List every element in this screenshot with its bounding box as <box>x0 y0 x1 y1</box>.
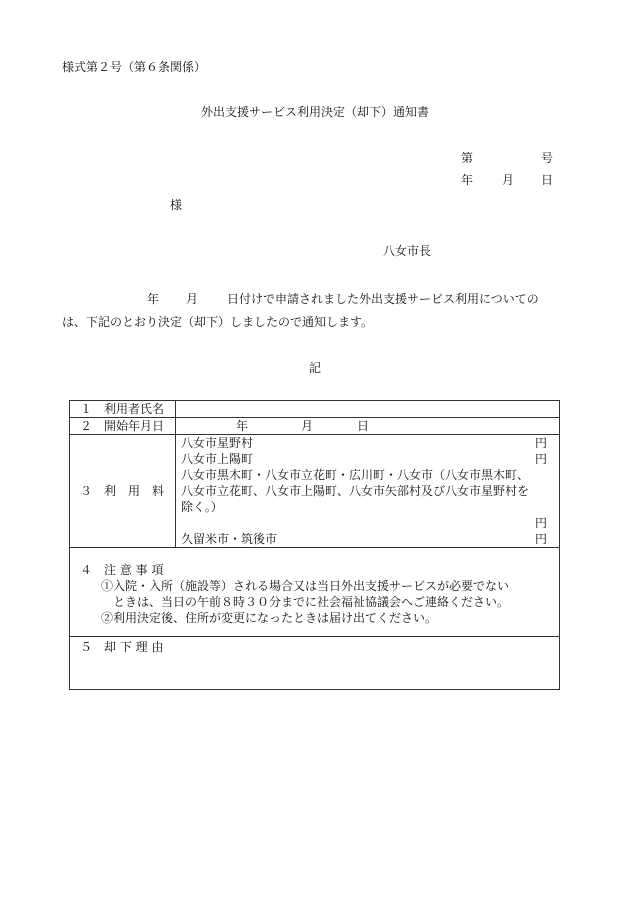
table-row <box>70 637 560 690</box>
user-name-label: １ 利用者氏名 <box>70 401 176 418</box>
notes-title: ４ 注 意 事 項 <box>80 563 164 577</box>
note-item-1: ①入院・入所（施設等）される場合又は当日外出支援サービスが必要でない <box>101 579 510 593</box>
body-line-1: 日付けで申請されました外出支援サービス利用についての <box>227 292 539 306</box>
body-year: 年 <box>147 292 160 306</box>
yen-unit: 円 <box>534 532 547 546</box>
start-date-month: 月 <box>301 419 314 433</box>
issue-date-day: 日 <box>541 173 554 187</box>
yen-unit: 円 <box>534 452 547 466</box>
issue-date-month: 月 <box>502 173 515 187</box>
reference-dai: 第 <box>461 151 474 165</box>
addressee-suffix: 様 <box>170 198 183 212</box>
fee-row-region-yen <box>181 515 547 531</box>
fee-area-kurume: 久留米市・筑後市 <box>181 532 278 546</box>
fee-label: ３ 利 用 料 <box>70 435 176 548</box>
body-line-2: は、下記のとおり決定（却下）しましたので通知します。 <box>62 315 374 329</box>
fee-row-kamiyou <box>181 451 547 467</box>
start-date-day: 日 <box>357 419 370 433</box>
yen-unit: 円 <box>534 516 547 530</box>
rejection-reason-label: ５ 却 下 理 由 <box>80 640 164 654</box>
table-row <box>70 435 560 548</box>
user-name-field[interactable] <box>176 401 560 418</box>
reference-go: 号 <box>541 151 554 165</box>
fee-cell <box>176 435 560 548</box>
fee-row-kurume <box>181 531 547 547</box>
body-month: 月 <box>186 292 199 306</box>
yen-unit: 円 <box>534 436 547 450</box>
fee-row-hoshino <box>181 435 547 451</box>
ki-heading: 記 <box>308 361 321 375</box>
start-date-label: ２ 開始年月日 <box>70 418 176 435</box>
document-title: 外出支援サービス利用決定（却下）通知書 <box>200 105 429 119</box>
start-date-year: 年 <box>236 419 249 433</box>
table-row <box>70 548 560 637</box>
note-item-2: ②利用決定後、住所が変更になったときは届け出てください。 <box>101 611 438 625</box>
details-table <box>69 400 560 690</box>
note-item-1-continued: ときは、当日の午前８時３０分までに社会福祉協議会へご連絡ください。 <box>113 595 510 609</box>
table-row <box>70 401 560 418</box>
fee-area-kamiyou: 八女市上陽町 <box>181 452 254 466</box>
fee-area-hoshino: 八女市星野村 <box>181 436 254 450</box>
issue-date-year: 年 <box>461 173 474 187</box>
start-date-field[interactable] <box>176 418 560 435</box>
form-number: 様式第２号（第６条関係） <box>62 60 207 74</box>
issuer-name: 八女市長 <box>383 244 432 258</box>
notes-cell <box>70 548 560 637</box>
rejection-reason-field[interactable] <box>70 637 560 690</box>
fee-area-region: 八女市黒木町・八女市立花町・広川町・八女市（八女市黒木町、八女市立花町、八女市上陽町、八女市矢部村及び八女市星野村を除く。） <box>181 468 530 514</box>
table-row <box>70 418 560 435</box>
